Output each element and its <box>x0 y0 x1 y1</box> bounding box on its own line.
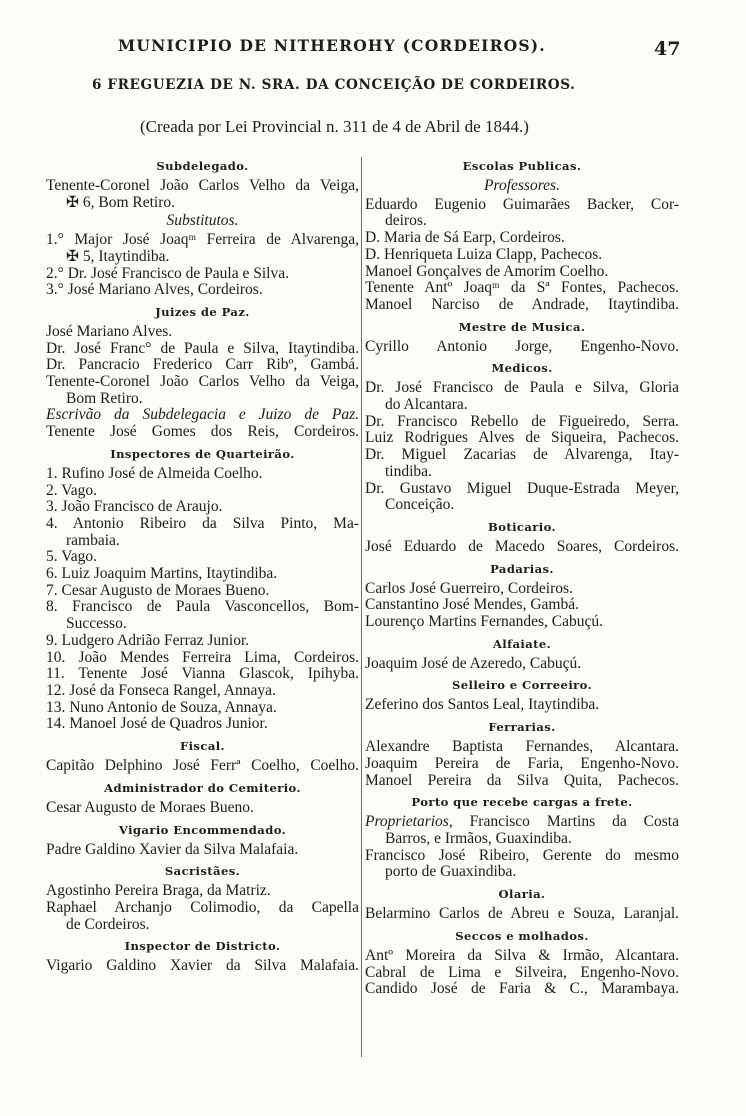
entry-line: Tenente-Coronel João Carlos Velho da Veiga, <box>46 374 359 391</box>
column-divider <box>361 157 362 1057</box>
section-heading-medicos: Medicos. <box>491 361 553 376</box>
entry-line <box>365 814 679 831</box>
entry-line: Eduardo Eugenio Guimarães Backer, Cor- <box>365 196 679 213</box>
entry-line: Dr. Miguel Zacarias de Alvarenga, Itay- <box>365 447 679 464</box>
entry-line: Manoel Pereira da Silva Quita, Pachecos. <box>365 772 679 789</box>
section-heading-padarias: Padarias. <box>490 561 554 576</box>
entry-line: José Eduardo de Macedo Soares, Cordeiros. <box>365 538 679 555</box>
entry-line: Dr. Pancracio Frederico Carr Ribº, Gambá. <box>46 357 359 374</box>
entry-line: porto de Guaxindiba. <box>385 864 517 881</box>
entry-line: Belarmino Carlos de Abreu e Souza, Laranjal. <box>365 906 679 923</box>
right-column <box>365 160 679 998</box>
parish-title: 6 FREGUEZIA DE N. SRA. DA CONCEIÇÃO DE CORDEIROS. <box>92 77 576 93</box>
entry-line: Dr. José Franc° de Paula e Silva, Itaytindiba. <box>46 340 359 357</box>
list-item: 12. José da Fonseca Rangel, Annaya. <box>46 682 276 699</box>
list-item: 13. Nuno Antonio de Souza, Annaya. <box>46 699 277 716</box>
section-heading-inspector-districto: Inspector de Districto. <box>124 939 281 954</box>
entry-line: Dr. Gustavo Miguel Duque-Estrada Meyer, <box>365 480 679 497</box>
subheading-escrivao: Escrivão da Subdelegacia e Juizo de Paz. <box>46 407 359 424</box>
section-heading-escolas: Escolas Publicas. <box>462 159 582 173</box>
list-item: 10. João Mendes Ferreira Lima, Cordeiros. <box>46 649 359 666</box>
list-item: 6. Luiz Joaquim Martins, Itaytindiba. <box>46 566 278 583</box>
entry-line: D. Henriqueta Luiza Clapp, Pachecos. <box>365 246 603 263</box>
list-item: 7. Cesar Augusto de Moraes Bueno. <box>46 582 270 599</box>
section-heading-alfaiate: Alfaiate. <box>492 636 552 651</box>
list-item: 11. Tenente José Vianna Glascok, Ipihyba. <box>46 666 359 683</box>
entry-line: 1.° Major José Joaqᵐ Ferreira de Alvarenga, <box>46 232 359 249</box>
section-heading-cemiterio: Administrador do Cemiterio. <box>104 780 301 795</box>
list-item: 9. Ludgero Adrião Ferraz Junior. <box>46 632 250 649</box>
entry-line: 2.° Dr. José Francisco de Paula e Silva. <box>46 265 289 282</box>
list-item: rambaia. <box>66 532 120 549</box>
entry-line: Cesar Augusto de Moraes Bueno. <box>46 799 254 816</box>
entry-line: Dr. José Francisco de Paula e Silva, Gloria <box>365 380 679 397</box>
entry-line: Canstantino José Mendes, Gambá. <box>365 597 579 614</box>
entry-line: tindiba. <box>385 463 432 480</box>
entry-line: Francisco José Ribeiro, Gerente do mesmo <box>365 847 679 864</box>
list-item: 14. Manoel José de Quadros Junior. <box>46 716 268 733</box>
entry-line: Carlos José Guerreiro, Cordeiros. <box>365 580 573 597</box>
entry-line: ✠ 5, Itaytindiba. <box>66 248 170 265</box>
section-heading-sacristaes: Sacristães. <box>164 864 241 879</box>
section-heading-vigario: Vigario Encommendado. <box>118 822 287 837</box>
section-heading-seccos: Seccos e molhados. <box>455 928 589 943</box>
entry-line: Barros, e Irmãos, Guaxindiba. <box>385 830 572 847</box>
entry-line: de Cordeiros. <box>66 916 150 933</box>
proprietarios-text: Francisco Martins da Costa <box>452 814 679 831</box>
entry-line: Manoel Narciso de Andrade, Itaytindiba. <box>365 296 679 313</box>
entry-line: Bom Retiro. <box>66 390 143 407</box>
entry-line: D. Maria de Sá Earp, Cordeiros. <box>365 230 565 247</box>
entry-line: ✠ 6, Bom Retiro. <box>66 194 175 211</box>
section-heading-ferrarias: Ferrarias. <box>488 720 556 735</box>
entry-line: Cyrillo Antonio Jorge, Engenho-Novo. <box>365 338 679 355</box>
section-heading-olaria: Olaria. <box>498 887 546 902</box>
entry-line: Conceição. <box>385 497 455 514</box>
list-item: 3. João Francisco de Araujo. <box>46 499 223 516</box>
running-title: MUNICIPIO DE NITHEROHY (CORDEIROS). <box>118 36 546 55</box>
subheading-professores: Professores. <box>484 177 560 194</box>
entry-line: Lourenço Martins Fernandes, Cabuçú. <box>365 614 604 631</box>
entry-line: Candido José de Faria & C., Marambaya. <box>365 981 679 998</box>
entry-line: Zeferino dos Santos Leal, Itaytindiba. <box>365 697 600 714</box>
entry-line: deiros. <box>385 213 427 230</box>
entry-line: Joaquim Pereira de Faria, Engenho-Novo. <box>365 755 679 772</box>
list-item: 2. Vago. <box>46 482 97 499</box>
entry-line: Luiz Rodrigues Alves de Siqueira, Pachecos. <box>365 430 679 447</box>
entry-line: Tenente José Gomes dos Reis, Cordeiros. <box>46 424 359 441</box>
section-heading-boticario: Boticario. <box>488 519 556 534</box>
entry-line: Padre Galdino Xavier da Silva Malafaia. <box>46 841 299 858</box>
entry-line: Antº Moreira da Silva & Irmão, Alcantara. <box>365 947 679 964</box>
entry-line: Vigario Galdino Xavier da Silva Malafaia. <box>46 958 359 975</box>
entry-line: Agostinho Pereira Braga, da Matriz. <box>46 883 271 900</box>
entry-line: Manoel Gonçalves de Amorim Coelho. <box>365 263 609 280</box>
entry-line: do Alcantara. <box>385 397 468 414</box>
list-item: 4. Antonio Ribeiro da Silva Pinto, Ma- <box>46 515 359 532</box>
proprietarios-label: Proprietarios, <box>365 814 453 831</box>
entry-line: Cabral de Lima e Silveira, Engenho-Novo. <box>365 964 679 981</box>
page-number: 47 <box>654 38 681 60</box>
list-item: 1. Rufino José de Almeida Coelho. <box>46 465 263 482</box>
section-heading-porto: Porto que recebe cargas a frete. <box>411 795 633 810</box>
list-item: Successo. <box>66 616 127 633</box>
section-heading-selleiro: Selleiro e Correeiro. <box>451 678 593 693</box>
subheading-substitutos: Substitutos. <box>166 212 239 230</box>
entry-line: Dr. Francisco Rebello de Figueiredo, Serra. <box>365 413 679 430</box>
entry-line: José Mariano Alves. <box>46 323 173 340</box>
section-heading-juizes: Juizes de Paz. <box>155 304 250 319</box>
section-heading-inspectores: Inspectores de Quarteirão. <box>110 446 295 461</box>
entry-line: 3.° José Mariano Alves, Cordeiros. <box>46 282 263 299</box>
entry-line: Joaquim José de Azeredo, Cabuçú. <box>365 655 582 672</box>
entry-line: Tenente-Coronel João Carlos Velho da Veiga, <box>46 178 359 194</box>
left-column <box>46 160 359 975</box>
list-item: 8. Francisco de Paula Vasconcellos, Bom- <box>46 599 359 616</box>
entry-line: Raphael Archanjo Colimodio, da Capella <box>46 899 359 916</box>
section-heading-fiscal: Fiscal. <box>180 739 225 754</box>
creation-note: (Creada por Lei Provincial n. 311 de 4 de Abril de 1844.) <box>140 117 529 136</box>
section-heading-musica: Mestre de Musica. <box>458 319 586 334</box>
section-heading-subdelegado: Subdelegado. <box>156 159 249 173</box>
entry-line: Alexandre Baptista Fernandes, Alcantara. <box>365 739 679 756</box>
entry-line: Tenente Antº Joaqᵐ da Sª Fontes, Pachecos. <box>365 280 679 297</box>
list-item: 5. Vago. <box>46 549 97 566</box>
entry-line: Capitão Delphino José Ferrª Coelho, Coelho. <box>46 758 359 775</box>
